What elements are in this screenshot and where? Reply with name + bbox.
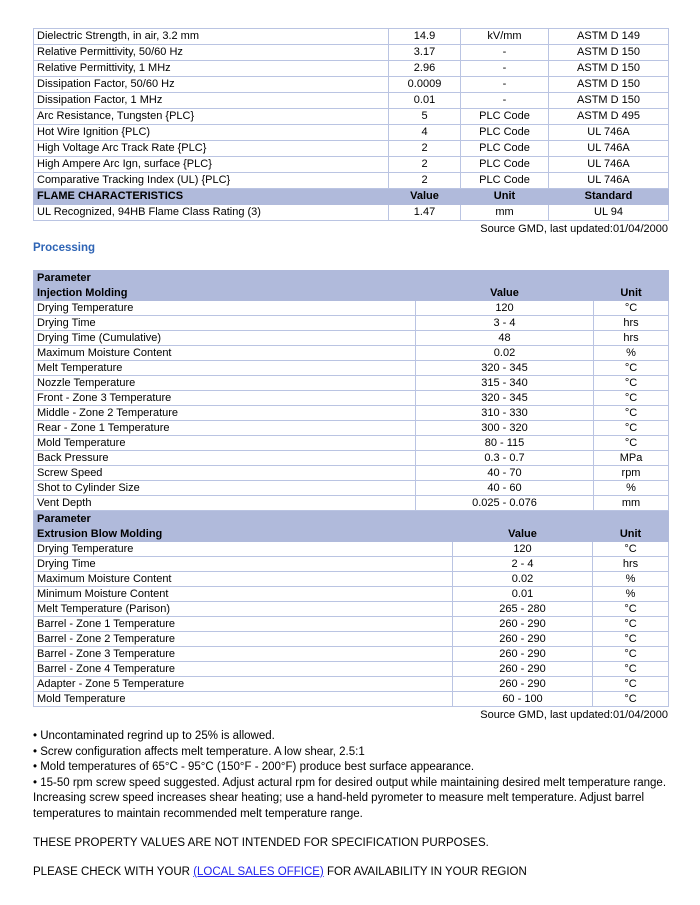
- table-cell: 260 - 290: [453, 617, 593, 632]
- note-bullet: • Screw configuration affects melt temperature. A low shear, 2.5:1: [33, 745, 365, 758]
- table-cell: Melt Temperature: [34, 361, 416, 376]
- table-row: [34, 677, 669, 692]
- parameter-header-row: [34, 512, 669, 527]
- table-row: [34, 662, 669, 677]
- table-cell: Drying Time: [34, 557, 453, 572]
- table-cell: 320 - 345: [416, 361, 594, 376]
- table-cell: °C: [593, 617, 669, 632]
- parameter-header-row: [34, 271, 669, 286]
- injection-molding-table: [33, 270, 669, 511]
- table-cell: High Voltage Arc Track Rate {PLC}: [34, 141, 389, 157]
- table-cell: Middle - Zone 2 Temperature: [34, 406, 416, 421]
- table-row: [34, 692, 669, 707]
- table-row: [34, 466, 669, 481]
- table-cell: Rear - Zone 1 Temperature: [34, 421, 416, 436]
- table-cell: 2: [389, 157, 461, 173]
- source-note: Source GMD, last updated:01/04/2000: [480, 709, 668, 721]
- table-row: [34, 29, 669, 45]
- table-cell: Mold Temperature: [34, 692, 453, 707]
- electrical-properties-table: [33, 28, 669, 221]
- table-cell: 14.9: [389, 29, 461, 45]
- table-cell: 2 - 4: [453, 557, 593, 572]
- table-cell: °C: [593, 677, 669, 692]
- table-row: [34, 406, 669, 421]
- table-cell: ASTM D 150: [549, 77, 669, 93]
- extrusion-blow-molding-table: [33, 511, 669, 707]
- table-row: [34, 346, 669, 361]
- table-row: [34, 496, 669, 511]
- table-row: [34, 572, 669, 587]
- table-cell: Dissipation Factor, 1 MHz: [34, 93, 389, 109]
- table-row: [34, 632, 669, 647]
- table-cell: 1.47: [389, 205, 461, 221]
- table-cell: PLC Code: [461, 109, 549, 125]
- table-cell: 3.17: [389, 45, 461, 61]
- column-header-unit: Unit: [594, 286, 669, 301]
- table-cell: PLC Code: [461, 173, 549, 189]
- table-cell: mm: [461, 205, 549, 221]
- flame-characteristics-header-row: [34, 189, 669, 205]
- table-row: [34, 301, 669, 316]
- table-cell: 0.01: [389, 93, 461, 109]
- table-row: [34, 61, 669, 77]
- table-cell: 0.025 - 0.076: [416, 496, 594, 511]
- table-cell: UL 746A: [549, 157, 669, 173]
- table-cell: °C: [594, 376, 669, 391]
- availability-suffix: FOR AVAILABILITY IN YOUR REGION: [323, 866, 527, 878]
- column-header-value: Value: [416, 286, 594, 301]
- table-cell: 40 - 70: [416, 466, 594, 481]
- availability-line: [33, 865, 668, 879]
- table-cell: Barrel - Zone 3 Temperature: [34, 647, 453, 662]
- table-cell: 0.0009: [389, 77, 461, 93]
- parameter-header-cell: Parameter: [34, 271, 669, 286]
- table-cell: PLC Code: [461, 125, 549, 141]
- table-cell: °C: [594, 391, 669, 406]
- table-cell: Hot Wire Ignition {PLC): [34, 125, 389, 141]
- table-cell: 310 - 330: [416, 406, 594, 421]
- table-cell: Barrel - Zone 1 Temperature: [34, 617, 453, 632]
- table-cell: °C: [593, 542, 669, 557]
- table-cell: °C: [593, 692, 669, 707]
- table-row: [34, 93, 669, 109]
- table-cell: Drying Temperature: [34, 301, 416, 316]
- table-cell: 5: [389, 109, 461, 125]
- table-cell: 315 - 340: [416, 376, 594, 391]
- table-cell: -: [461, 77, 549, 93]
- table-row: [34, 542, 669, 557]
- table-cell: 2: [389, 173, 461, 189]
- table-cell: °C: [593, 662, 669, 677]
- parameter-header-cell: Parameter: [34, 512, 669, 527]
- table-cell: 48: [416, 331, 594, 346]
- table-cell: PLC Code: [461, 141, 549, 157]
- table-cell: °C: [594, 421, 669, 436]
- table-cell: °C: [594, 301, 669, 316]
- table-cell: %: [593, 572, 669, 587]
- table-cell: Drying Temperature: [34, 542, 453, 557]
- table-cell: Arc Resistance, Tungsten {PLC}: [34, 109, 389, 125]
- table-cell: Screw Speed: [34, 466, 416, 481]
- disclaimer-text: THESE PROPERTY VALUES ARE NOT INTENDED FOR SPECIFICATION PURPOSES.: [33, 837, 489, 849]
- table-cell: Dielectric Strength, in air, 3.2 mm: [34, 29, 389, 45]
- table-cell: 2: [389, 141, 461, 157]
- table-cell: Barrel - Zone 2 Temperature: [34, 632, 453, 647]
- table-row: [34, 45, 669, 61]
- table-row: [34, 557, 669, 572]
- table-cell: 0.02: [453, 572, 593, 587]
- table-cell: 300 - 320: [416, 421, 594, 436]
- table-cell: 265 - 280: [453, 602, 593, 617]
- table-cell: 0.01: [453, 587, 593, 602]
- table-cell: UL 746A: [549, 141, 669, 157]
- note-bullet: • 15-50 rpm screw speed suggested. Adjust actural rpm for desired output while maintaining desired melt temperature range. Increasing screw speed increases shear heating; use a hand-held pyrometer to measure melt temperature. Adjust barrel temperatures to maintain recommended melt temperature range.: [33, 776, 667, 820]
- table-cell: ASTM D 150: [549, 45, 669, 61]
- table-cell: ASTM D 149: [549, 29, 669, 45]
- table-row: [34, 331, 669, 346]
- table-cell: 120: [453, 542, 593, 557]
- table-cell: hrs: [593, 557, 669, 572]
- column-header-value: Value: [453, 527, 593, 542]
- table-row: [34, 451, 669, 466]
- table-cell: Mold Temperature: [34, 436, 416, 451]
- table-cell: 260 - 290: [453, 662, 593, 677]
- table-cell: 3 - 4: [416, 316, 594, 331]
- table-cell: -: [461, 61, 549, 77]
- table-cell: 60 - 100: [453, 692, 593, 707]
- table-cell: °C: [594, 361, 669, 376]
- table-cell: 80 - 115: [416, 436, 594, 451]
- section-header-cell: FLAME CHARACTERISTICS: [34, 189, 389, 205]
- local-sales-office-link[interactable]: (LOCAL SALES OFFICE): [193, 866, 324, 878]
- table-cell: °C: [593, 632, 669, 647]
- table-cell: Relative Permittivity, 1 MHz: [34, 61, 389, 77]
- table-cell: Barrel - Zone 4 Temperature: [34, 662, 453, 677]
- table-cell: 260 - 290: [453, 647, 593, 662]
- table-cell: Adapter - Zone 5 Temperature: [34, 677, 453, 692]
- table-cell: UL 746A: [549, 125, 669, 141]
- availability-prefix: PLEASE CHECK WITH YOUR: [33, 866, 194, 878]
- table-cell: Nozzle Temperature: [34, 376, 416, 391]
- table-cell: mm: [594, 496, 669, 511]
- table-cell: 40 - 60: [416, 481, 594, 496]
- table-cell: 2.96: [389, 61, 461, 77]
- table-row: [34, 316, 669, 331]
- table-cell: UL Recognized, 94HB Flame Class Rating (3): [34, 205, 389, 221]
- table-row: [34, 173, 669, 189]
- table-cell: Minimum Moisture Content: [34, 587, 453, 602]
- table-row: [34, 205, 669, 221]
- table-row: [34, 361, 669, 376]
- table-cell: Drying Time: [34, 316, 416, 331]
- table-cell: Back Pressure: [34, 451, 416, 466]
- table-cell: 4: [389, 125, 461, 141]
- table-cell: hrs: [594, 331, 669, 346]
- table-cell: Shot to Cylinder Size: [34, 481, 416, 496]
- table-row: [34, 125, 669, 141]
- table-cell: Vent Depth: [34, 496, 416, 511]
- column-header-unit: Unit: [461, 189, 549, 205]
- table-row: [34, 587, 669, 602]
- table-cell: rpm: [594, 466, 669, 481]
- table-cell: °C: [594, 406, 669, 421]
- table-cell: 120: [416, 301, 594, 316]
- column-header-standard: Standard: [549, 189, 669, 205]
- table-cell: Front - Zone 3 Temperature: [34, 391, 416, 406]
- note-bullet: • Uncontaminated regrind up to 25% is allowed.: [33, 730, 275, 742]
- section-header-cell: Extrusion Blow Molding: [34, 527, 453, 542]
- table-row: [34, 109, 669, 125]
- table-row: [34, 77, 669, 93]
- table-cell: -: [461, 45, 549, 61]
- table-cell: ASTM D 495: [549, 109, 669, 125]
- source-note: Source GMD, last updated:01/04/2000: [480, 223, 668, 235]
- table-cell: ASTM D 150: [549, 61, 669, 77]
- table-cell: Relative Permittivity, 50/60 Hz: [34, 45, 389, 61]
- note-bullet: • Mold temperatures of 65°C - 95°C (150°F - 200°F) produce best surface appearance.: [33, 761, 475, 773]
- table-row: [34, 141, 669, 157]
- table-cell: kV/mm: [461, 29, 549, 45]
- table-cell: UL 746A: [549, 173, 669, 189]
- table-row: [34, 421, 669, 436]
- table-row: [34, 481, 669, 496]
- table-cell: Drying Time (Cumulative): [34, 331, 416, 346]
- table-cell: -: [461, 93, 549, 109]
- extrusion-blow-molding-header-row: [34, 527, 669, 542]
- column-header-unit: Unit: [593, 527, 669, 542]
- processing-notes: [33, 729, 681, 822]
- table-row: [34, 602, 669, 617]
- table-row: [34, 376, 669, 391]
- table-row: [34, 647, 669, 662]
- table-cell: hrs: [594, 316, 669, 331]
- table-cell: °C: [594, 436, 669, 451]
- table-cell: High Ampere Arc Ign, surface {PLC}: [34, 157, 389, 173]
- table-cell: Maximum Moisture Content: [34, 346, 416, 361]
- table-cell: Melt Temperature (Parison): [34, 602, 453, 617]
- table-cell: °C: [593, 647, 669, 662]
- table-cell: ASTM D 150: [549, 93, 669, 109]
- table-cell: PLC Code: [461, 157, 549, 173]
- table-row: [34, 617, 669, 632]
- table-cell: MPa: [594, 451, 669, 466]
- table-cell: %: [594, 481, 669, 496]
- table-cell: 0.02: [416, 346, 594, 361]
- table-row: [34, 436, 669, 451]
- section-header-cell: Injection Molding: [34, 286, 416, 301]
- injection-molding-header-row: [34, 286, 669, 301]
- column-header-value: Value: [389, 189, 461, 205]
- table-cell: 260 - 290: [453, 677, 593, 692]
- processing-heading: Processing: [33, 242, 95, 254]
- table-row: [34, 157, 669, 173]
- table-cell: °C: [593, 602, 669, 617]
- table-cell: Maximum Moisture Content: [34, 572, 453, 587]
- table-cell: %: [593, 587, 669, 602]
- table-cell: 320 - 345: [416, 391, 594, 406]
- table-cell: UL 94: [549, 205, 669, 221]
- table-cell: %: [594, 346, 669, 361]
- table-cell: 0.3 - 0.7: [416, 451, 594, 466]
- table-cell: Dissipation Factor, 50/60 Hz: [34, 77, 389, 93]
- table-cell: Comparative Tracking Index (UL) {PLC}: [34, 173, 389, 189]
- table-cell: 260 - 290: [453, 632, 593, 647]
- table-row: [34, 391, 669, 406]
